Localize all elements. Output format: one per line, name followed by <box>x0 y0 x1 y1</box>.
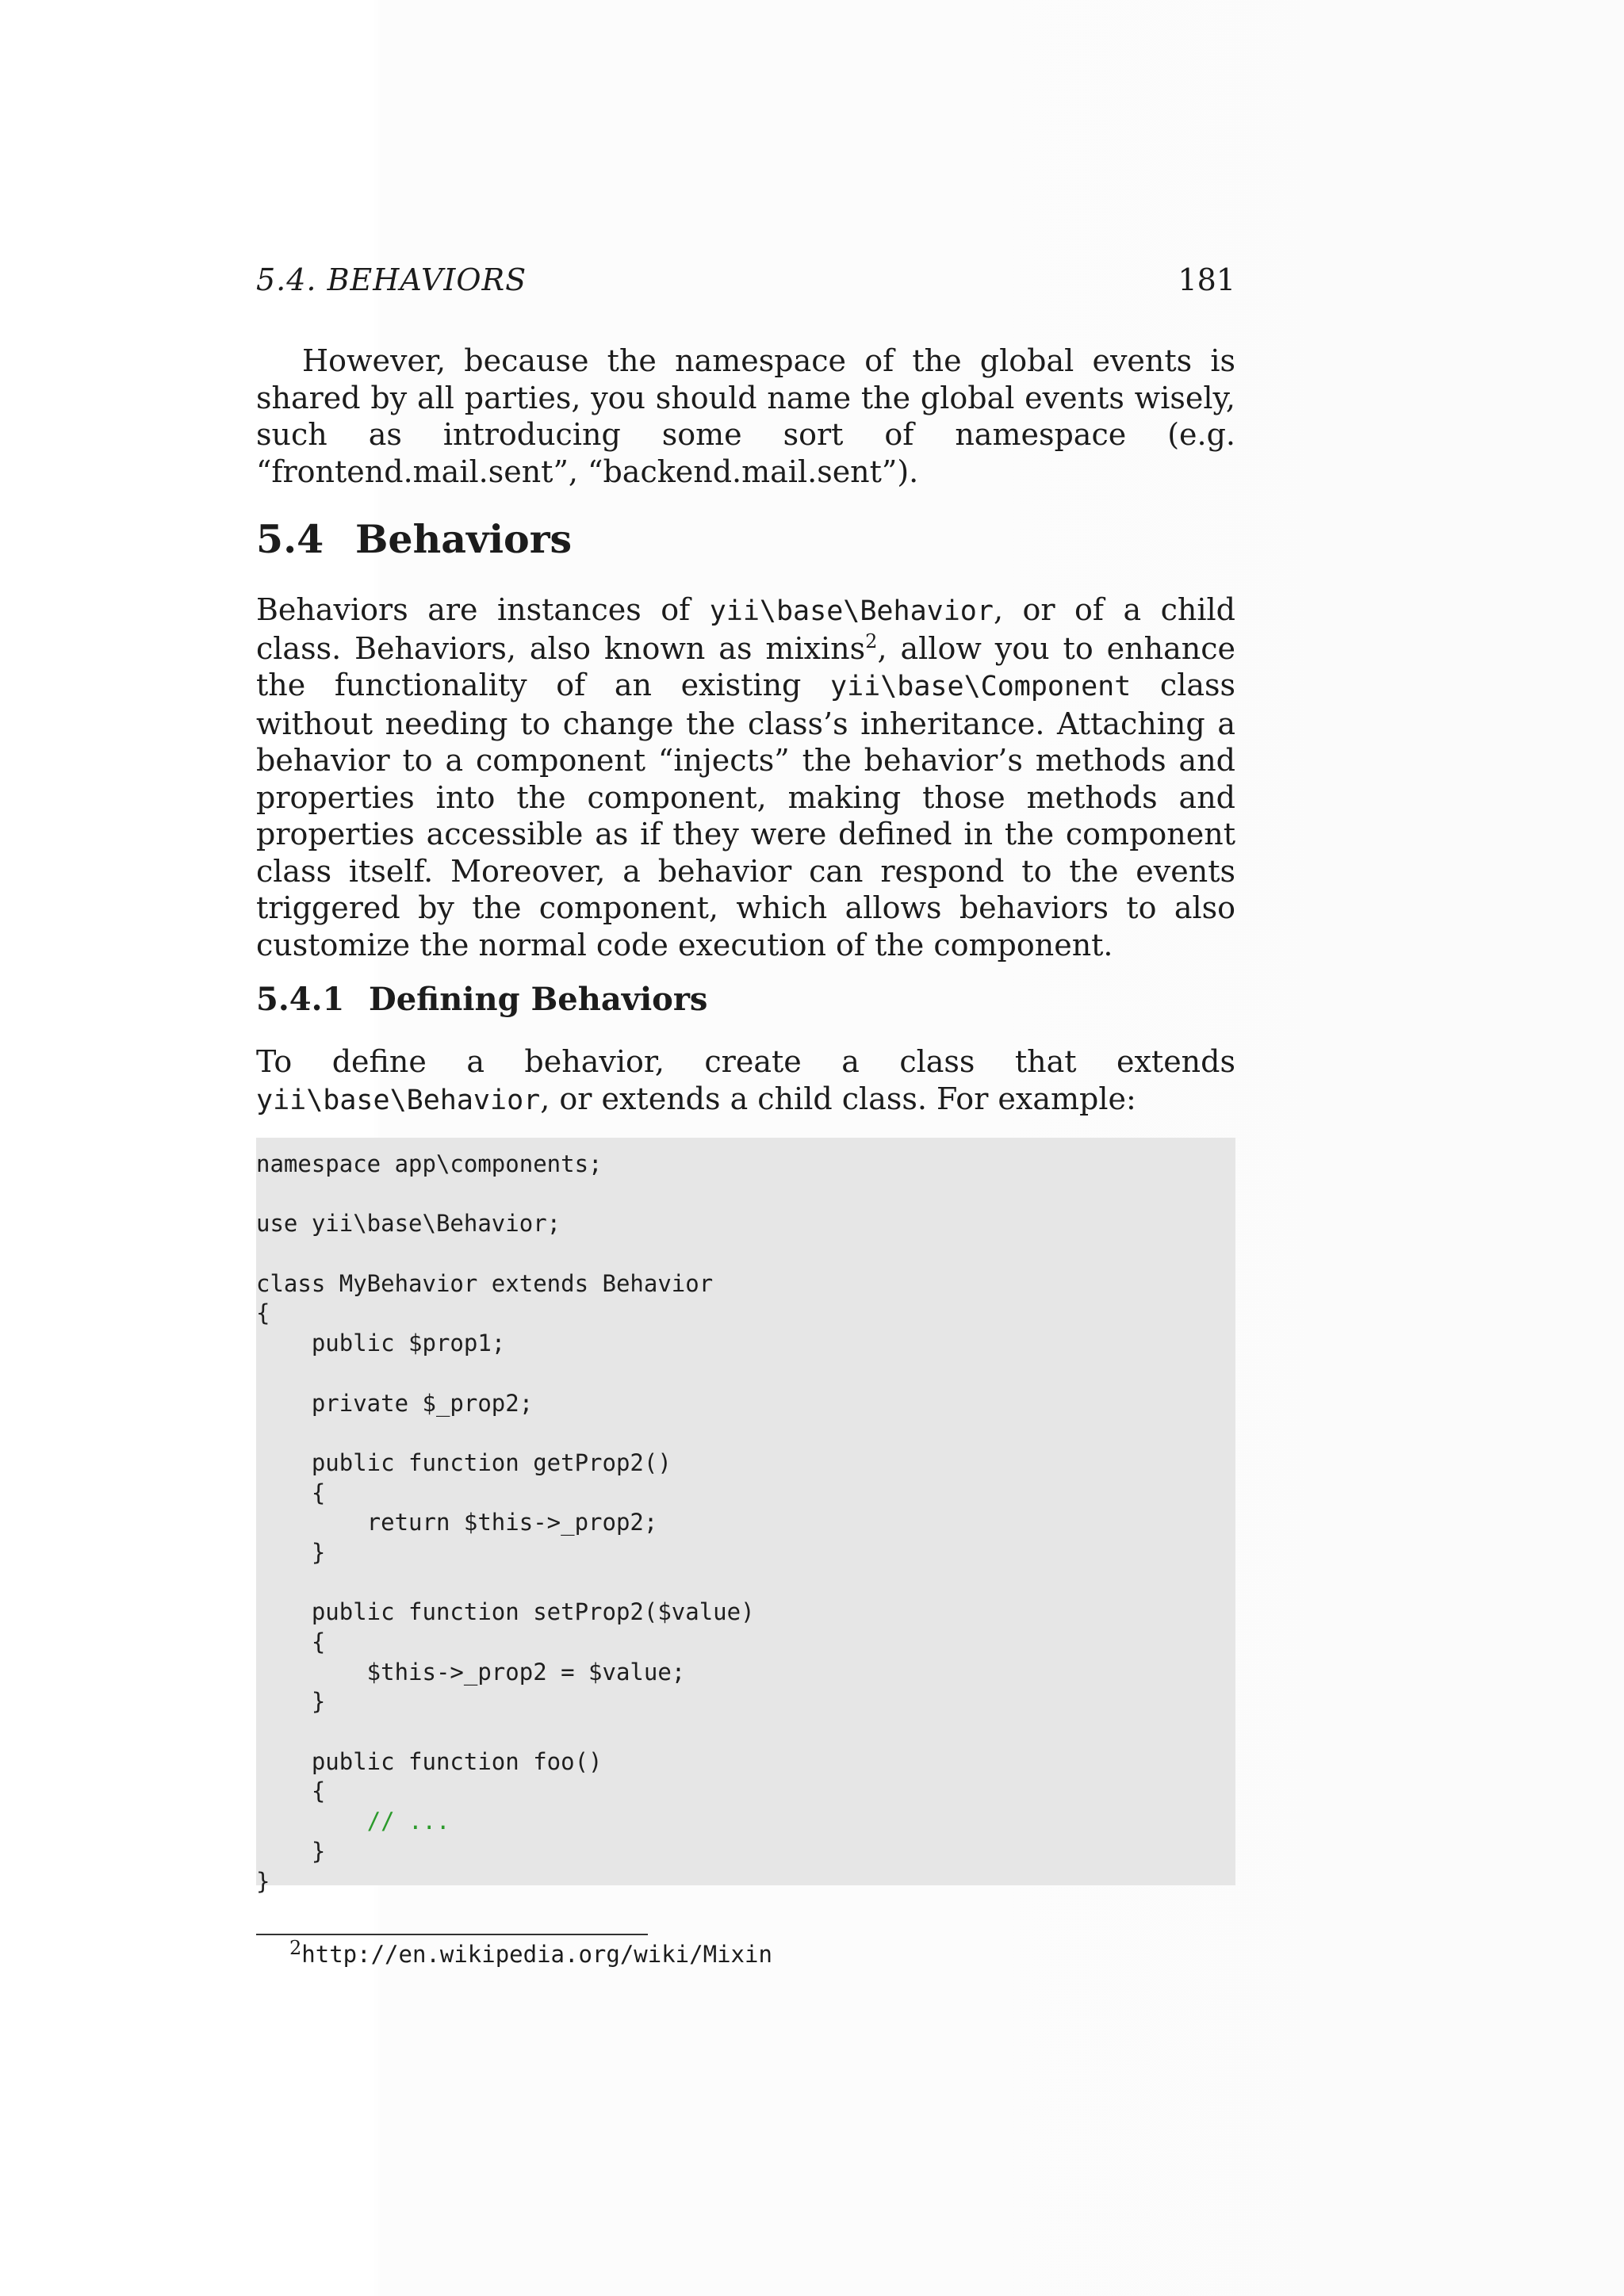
intro-paragraph: However, because the namespace of the global events is shared by all parties, you should name the global events wisely, such as introducing some sort of namespace (e.g. “frontend.mail.sent”, “backend.mail.sent”). <box>256 343 1235 489</box>
text-run: class without needing to change the class’s inheritance. Attaching a behavior to a component “injects” the behavior’s methods and properties into the component, making those methods and properties accessible as if they were defined in the component class itself. Moreover, a behavior can respond to the events triggered by the component, which allows behaviors to also customize the normal code execution of the component. <box>256 668 1236 962</box>
code-line: { <box>256 1299 270 1327</box>
running-head <box>256 260 1235 300</box>
code-line <box>256 1239 755 1269</box>
code-line: { <box>256 1479 326 1506</box>
code-line: } <box>256 1837 326 1865</box>
subsection-number: 5.4.1 <box>256 981 345 1018</box>
section-paragraph <box>256 591 1235 963</box>
inline-code: yii\base\Behavior <box>256 1084 541 1116</box>
code-line: } <box>256 1688 326 1716</box>
code-comment: // ... <box>366 1808 450 1835</box>
footnote-marker[interactable]: 2 <box>865 629 878 652</box>
code-line: class MyBehavior extends Behavior <box>256 1269 714 1297</box>
code-line: public $prop1; <box>256 1330 506 1357</box>
inline-code: yii\base\Component <box>830 671 1132 702</box>
code-line: namespace app\components; <box>256 1150 603 1177</box>
code-line: public function getProp2() <box>256 1448 672 1476</box>
subsection-heading <box>256 979 707 1020</box>
code-line: { <box>256 1777 326 1805</box>
footnote-number: 2 <box>289 1937 302 1959</box>
section-number: 5.4 <box>256 516 324 562</box>
subsection-title: Defining Behaviors <box>369 981 708 1018</box>
section-title: Behaviors <box>355 516 573 562</box>
code-line <box>256 1180 755 1210</box>
code-line: $this->_prop2 = $value; <box>256 1658 686 1686</box>
text-run: To define a behavior, create a class that extends <box>256 1044 1235 1079</box>
subsection-paragraph <box>256 1043 1235 1119</box>
code-line <box>256 1418 755 1448</box>
code-line <box>256 1807 755 1837</box>
page-number: 181 <box>1178 262 1235 297</box>
code-listing <box>256 1150 755 1896</box>
section-heading <box>256 514 572 564</box>
code-line: public function foo() <box>256 1747 603 1775</box>
code-line: return $this->_prop2; <box>256 1509 658 1536</box>
text-run: , allow you to enhance the functionality of an existing <box>256 630 1235 702</box>
code-line: } <box>256 1538 326 1566</box>
code-line: { <box>256 1628 326 1655</box>
running-head-section: 5.4. BEHAVIORS <box>256 262 527 297</box>
code-line <box>256 1359 755 1389</box>
code-line: private $_prop2; <box>256 1389 534 1417</box>
code-line: } <box>256 1867 270 1895</box>
footnote-rule <box>256 1934 648 1935</box>
code-line <box>256 1717 755 1747</box>
text-run: Behaviors are instances of <box>256 592 710 627</box>
code-block <box>256 1138 1235 1895</box>
footnote-link[interactable]: http://en.wikipedia.org/wiki/Mixin <box>301 1941 772 1968</box>
footnote <box>289 1937 772 1972</box>
code-line <box>256 1568 755 1598</box>
code-line: use yii\base\Behavior; <box>256 1210 561 1238</box>
text-run: , or extends a child class. For example: <box>540 1081 1136 1116</box>
text-run: , or of a child class. Behaviors, also known as mixins <box>256 592 1235 666</box>
code-line: public function setProp2($value) <box>256 1598 755 1626</box>
inline-code: yii\base\Behavior <box>709 595 994 627</box>
